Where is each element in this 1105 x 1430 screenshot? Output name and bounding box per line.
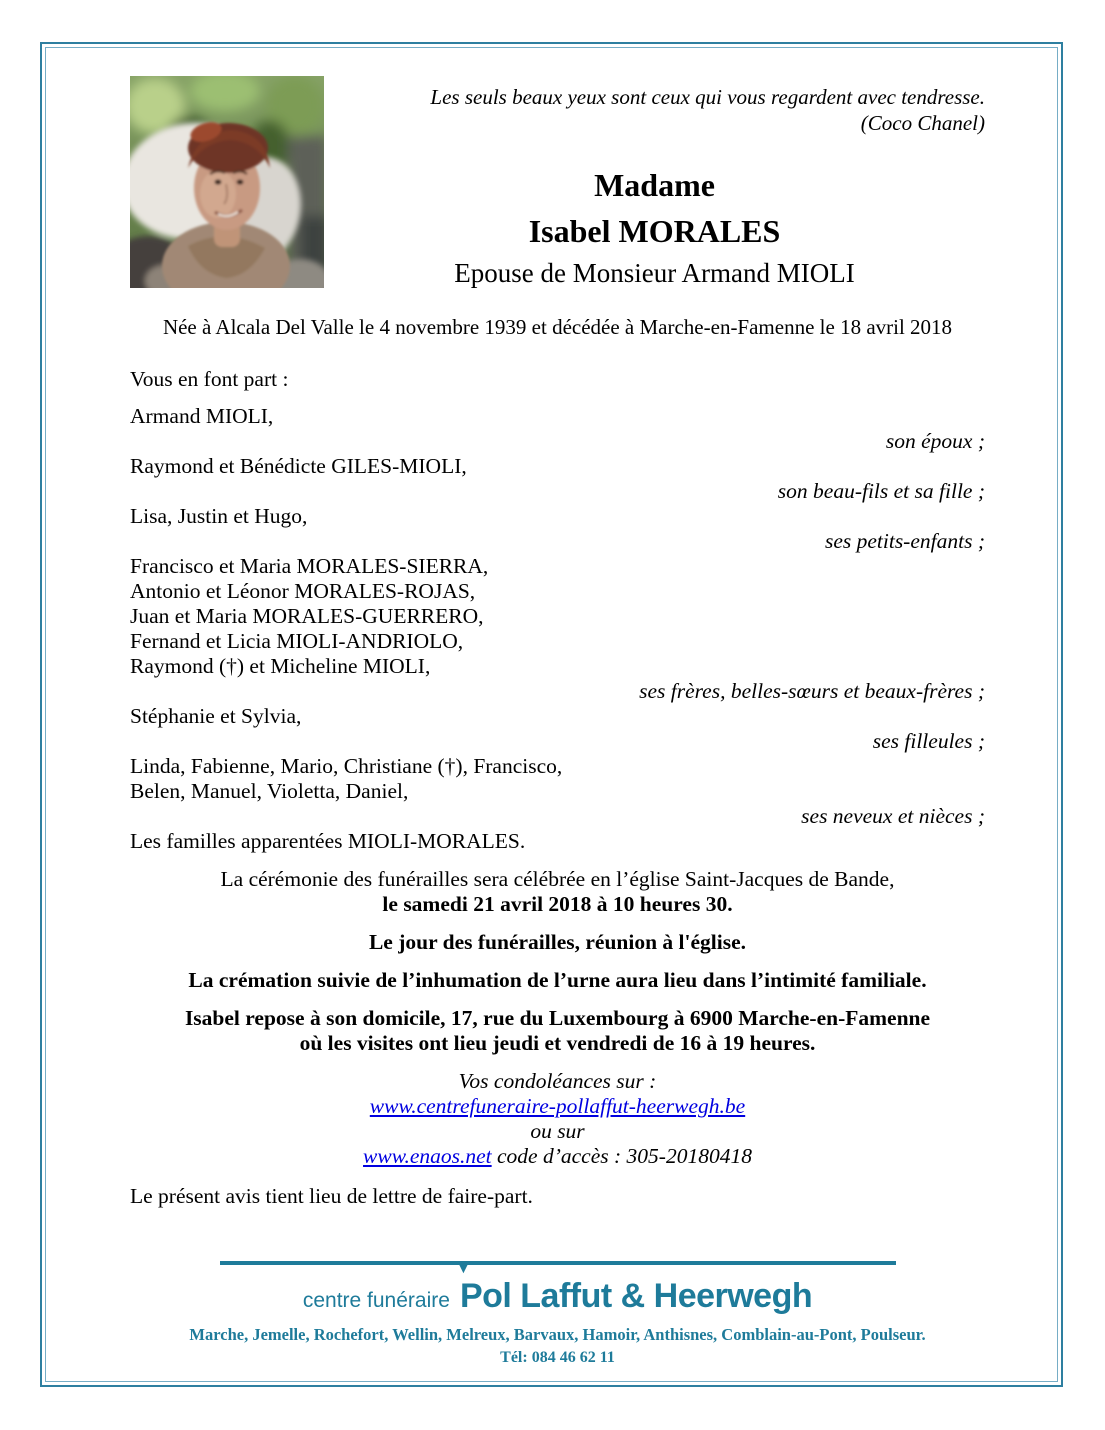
ceremony-meeting-line: Le jour des funérailles, réunion à l'église. [368, 930, 747, 954]
repose-address-line: Isabel repose à son domicile, 17, rue du Luxembourg à 6900 Marche-en-Famenne [184, 1006, 931, 1030]
visit-hours-line: où les visites ont lieu jeudi et vendredi de 16 à 19 heures. [299, 1031, 816, 1055]
announcement-card [40, 42, 1063, 1387]
family-member-line: Belen, Manuel, Violetta, Daniel, [130, 779, 409, 803]
footer-divider [220, 1261, 896, 1265]
cremation-line: La crémation suivie de l’inhumation de l’urne aura lieu dans l’intimité familiale. [188, 968, 927, 992]
ceremony-location-line: La cérémonie des funérailles sera célébrée en l’église Saint-Jacques de Bande, [220, 867, 895, 891]
funeral-home-website-link[interactable]: www.centrefuneraire-pollaffut-heerwegh.be [369, 1094, 746, 1118]
funeral-home-logo [130, 1260, 985, 1316]
relation-label: ses frères, belles-sœurs et beaux-frères ; [639, 679, 985, 703]
announcement-intro: Vous en font part : [130, 367, 289, 391]
family-member-line: Fernand et Licia MIOLI-ANDRIOLO, [130, 629, 464, 653]
ceremony-datetime-line: le samedi 21 avril 2018 à 10 heures 30. [382, 892, 733, 916]
or-label: ou sur [530, 1119, 585, 1143]
triangle-marker-icon: ▼ [455, 1260, 471, 1277]
logo-name: Pol Laffut & Heerwegh [459, 1277, 813, 1315]
funeral-home-footer [130, 1261, 985, 1368]
title-spouse-line: Epouse de Monsieur Armand MIOLI [454, 258, 855, 288]
family-member-line: Raymond (†) et Micheline MIOLI, [130, 654, 431, 678]
title-block [324, 162, 985, 292]
family-member-line: Lisa, Justin et Hugo, [130, 504, 308, 528]
logo-subtitle: centre funéraire [302, 1289, 450, 1312]
family-member-line: Stéphanie et Sylvia, [130, 704, 302, 728]
family-member-line: Armand MIOLI, [130, 404, 274, 428]
enaos-website-link[interactable]: www.enaos.net [363, 1144, 492, 1168]
title-salutation: Madame [594, 167, 715, 203]
relation-label: ses petits-enfants ; [824, 529, 985, 553]
quote-block [324, 84, 985, 136]
portrait-photo [130, 76, 324, 288]
header-text-block [324, 76, 985, 292]
condolences-intro: Vos condoléances sur : [458, 1069, 657, 1093]
family-member-line: Antonio et Léonor MORALES-ROJAS, [130, 579, 476, 603]
family-list [130, 404, 985, 854]
relation-label: son époux ; [885, 429, 985, 453]
condolences-block [130, 1069, 985, 1169]
birth-death-line: Née à Alcala Del Valle le 4 novembre 1939 et décédée à Marche-en-Famenne le 18 avril 2018 [162, 315, 953, 339]
family-member-line: Juan et Maria MORALES-GUERRERO, [130, 604, 484, 628]
family-member-line: Francisco et Maria MORALES-SIERRA, [130, 554, 489, 578]
family-member-line: Raymond et Bénédicte GILES-MIOLI, [130, 454, 467, 478]
family-member-line: Linda, Fabienne, Mario, Christiane (†), Francisco, [130, 754, 563, 778]
related-families-line: Les familles apparentées MIOLI-MORALES. [130, 829, 526, 853]
title-deceased-name: Isabel MORALES [528, 213, 781, 249]
branch-cities-line: Marche, Jemelle, Rochefort, Wellin, Melreux, Barvaux, Hamoir, Anthisnes, Comblain-au-Pont, Poulseur. [189, 1325, 926, 1344]
phone-line: Tél: 084 46 62 11 [500, 1349, 615, 1366]
relation-label: ses filleules ; [872, 729, 985, 753]
access-code-text: code d’accès : 305-20180418 [491, 1144, 752, 1168]
quote-line: Les seuls beaux yeux sont ceux qui vous regardent avec tendresse. [430, 85, 985, 109]
announcement-card-inner [45, 47, 1058, 1382]
notice-line: Le présent avis tient lieu de lettre de faire-part. [130, 1184, 533, 1208]
ceremony-details [130, 867, 985, 1056]
relation-label: ses neveux et nièces ; [801, 804, 985, 828]
quote-attribution: (Coco Chanel) [860, 111, 985, 135]
relation-label: son beau-fils et sa fille ; [777, 479, 985, 503]
header [130, 76, 985, 292]
